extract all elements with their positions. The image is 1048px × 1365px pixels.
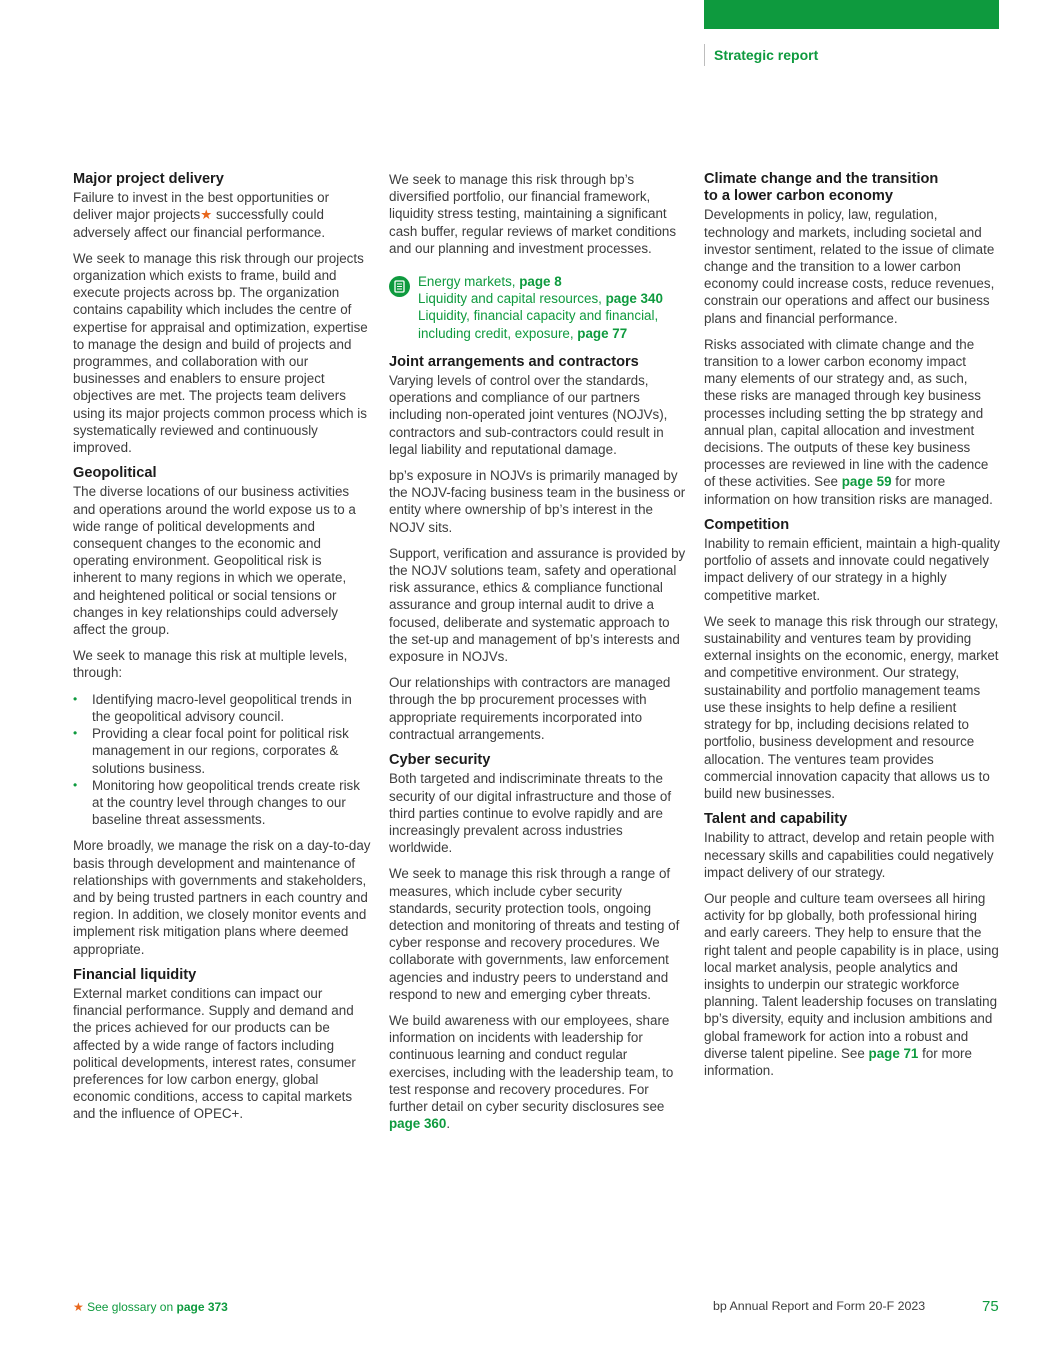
column-3 <box>704 171 1000 1088</box>
section-label[interactable]: Strategic report <box>704 44 818 66</box>
header-accent-bar <box>704 0 999 29</box>
list-item: • Identifying macro-level geopolitical trends in the geopolitical advisory council. <box>73 691 371 725</box>
paragraph: We seek to manage this risk through our strategy, sustainability and ventures team by providing external insights on the economic, energy, market and competitive environment. Our strategy, sustainability and portfolio management teams use these insights to help define a resilient strategy for bp, including decisions related to portfolio, business development and resource allocation. The ventures team provides commercial innovation capacity that allows us to build new businesses. <box>704 613 999 801</box>
heading-major-project-delivery: Major project delivery <box>73 171 224 187</box>
heading-competition: Competition <box>704 516 790 533</box>
paragraph: We build awareness with our employees, share information on incidents with leadership for continuous learning and conduct regular exercises, including with the leadership team, to test response and recovery procedures. For further detail on cyber security disclosures see page 360. <box>389 1012 674 1132</box>
paragraph: External market conditions can impact our financial performance. Supply and demand and the prices achieved for our products can be affected by a wide range of factors including political developments, interest rates, consumer preferences for low carbon energy, global economic conditions, access to capital markets and the influence of OPEC+. <box>73 985 356 1122</box>
heading-financial-liquidity: Financial liquidity <box>73 966 197 983</box>
page-number: 75 <box>982 1298 999 1315</box>
paragraph: Failure to invest in the best opportunities or deliver major projects★ successfully could adversely affect our financial performance. <box>73 190 330 240</box>
heading-climate-change: Climate change and the transition to a lower carbon economy <box>704 171 939 205</box>
paragraph: We seek to manage this risk through a range of measures, which include cyber security standards, security protection tools, ongoing detection and monitoring of threats and testing of cyber response and recovery procedures. We collaborate with governments, law enforcement agencies and industry peers to understand and respond to new and emerging cyber threats. <box>389 866 680 1002</box>
heading-geopolitical: Geopolitical <box>73 465 157 482</box>
reference-link[interactable]: Energy markets, page 8 <box>418 274 562 290</box>
heading-joint-arrangements: Joint arrangements and contractors <box>389 353 639 370</box>
paragraph: We seek to manage this risk through bp’s diversified portfolio, our financial framework, liquidity stress testing, maintaining a significant cash buffer, regular reviews of market conditions and our planning and investment processes. <box>389 172 677 256</box>
page-link[interactable]: page 71 <box>868 1045 919 1061</box>
document-icon <box>389 276 410 297</box>
list-item: • Monitoring how geopolitical trends create risk at the country level through changes to our baseline threat assessments. <box>73 777 371 829</box>
page-link[interactable]: page 360 <box>389 1116 447 1132</box>
heading-talent-capability: Talent and capability <box>704 811 848 828</box>
paragraph: Support, verification and assurance is provided by the NOJV solutions team, safety and operational risk assurance, ethics & compliance functional assurance and group internal audit to drive a focused, deliberate and systematic approach to the set-up and management of bp’s interests and exposure in NOJVs. <box>389 545 686 665</box>
paragraph: Risks associated with climate change and the transition to a lower carbon economy impact many elements of our strategy and, as such, these risks are managed through key business processes including setting the bp strategy and annual plan, capital allocation and investment decisions. The outputs of these key business processes are reviewed in line with the cadence of these activities. See page 59 for more information on how transition risks are managed. <box>704 336 993 507</box>
paragraph: Inability to attract, develop and retain people with necessary skills and capabilities could negatively impact delivery of our strategy. <box>704 830 995 880</box>
paragraph: Inability to remain efficient, maintain a high-quality portfolio of assets and innovate could negatively impact delivery of our strategy in a highly competitive market. <box>704 536 1000 603</box>
report-title: bp Annual Report and Form 20-F 2023 <box>713 1299 926 1313</box>
paragraph: Both targeted and indiscriminate threats to the security of our digital infrastructure and those of third parties continue to evolve rapidly and are increasingly prevalent across industries worldwide. <box>389 771 672 856</box>
paragraph: We seek to manage this risk through our projects organization which exists to frame, build and execute projects across bp. The organization contains capability which includes the centre of expertise for appraisal and optimization, expertise to manage the design and build of projects and programmes, and collaboration with our businesses and enablers to ensure project objectives are met. The projects team delivers using its major projects common process which is systematically reviewed and continuously improved. <box>73 250 368 456</box>
cross-reference-box <box>389 273 687 342</box>
paragraph: Our people and culture team oversees all hiring activity for bp globally, both professional hiring and early careers. They help to ensure that the right talent and people capability is in place, using local market analysis, people analytics and insights to underpin our strategic workforce planning. Talent leadership focuses on translating bp’s diversity, equity and inclusion ambitions and global framework for action into a robust and diverse talent pipeline. See page 71 for more information. <box>704 890 999 1078</box>
glossary-note: ★ See glossary on page 373 <box>73 1300 228 1314</box>
page-link[interactable]: page 59 <box>841 474 892 490</box>
glossary-star-icon: ★ <box>200 207 213 223</box>
paragraph: The diverse locations of our business activities and operations around the world expose us to a wide range of political developments and consequent changes to the economic and operating environment. Geopolitical risk is inherent to many regions in which we operate, and heightened political or social tensions or changes in key relationships could adversely affect the group. <box>73 484 356 638</box>
list-item: • Providing a clear focal point for political risk management in our regions, corporates & solutions business. <box>73 725 371 777</box>
paragraph: Varying levels of control over the standards, operations and compliance of our partners including non-operated joint ventures (NOJVs), contractors and sub-contractors could result in legal liability and reputational damage. <box>389 373 668 457</box>
paragraph: More broadly, we manage the risk on a day-to-day basis through development and maintenance of relationships with governments and stakeholders, and by being trusted partners in each country and region. In addition, we closely monitor events and implement risk mitigation plans where deemed appropriate. <box>73 838 371 957</box>
glossary-page-link[interactable]: page 373 <box>176 1300 228 1314</box>
column-2 <box>389 171 687 1141</box>
paragraph: Our relationships with contractors are managed through the bp procurement processes with appropriate requirements incorporated into contractual arrangements. <box>389 675 671 742</box>
reference-link[interactable]: Liquidity, financial capacity and financial, including credit, exposure, page 77 <box>418 308 659 341</box>
bullet-list <box>73 691 371 829</box>
heading-cyber-security: Cyber security <box>389 752 491 769</box>
paragraph: We seek to manage this risk at multiple levels, through: <box>73 648 348 681</box>
paragraph: bp’s exposure in NOJVs is primarily managed by the NOJV-facing business team in the business or entity where ownership of bp’s interest in the NOJV sits. <box>389 468 686 535</box>
reference-link[interactable]: Liquidity and capital resources, page 340 <box>418 291 663 307</box>
glossary-star-icon: ★ <box>73 1300 84 1314</box>
column-1 <box>73 171 371 1132</box>
paragraph: Developments in policy, law, regulation, technology and markets, including societal and investor sentiment, related to the issue of climate change and the transition to a lower carbon economy could increase costs, reduce revenues, constrain our operations and affect our business plans and financial performance. <box>704 207 995 326</box>
